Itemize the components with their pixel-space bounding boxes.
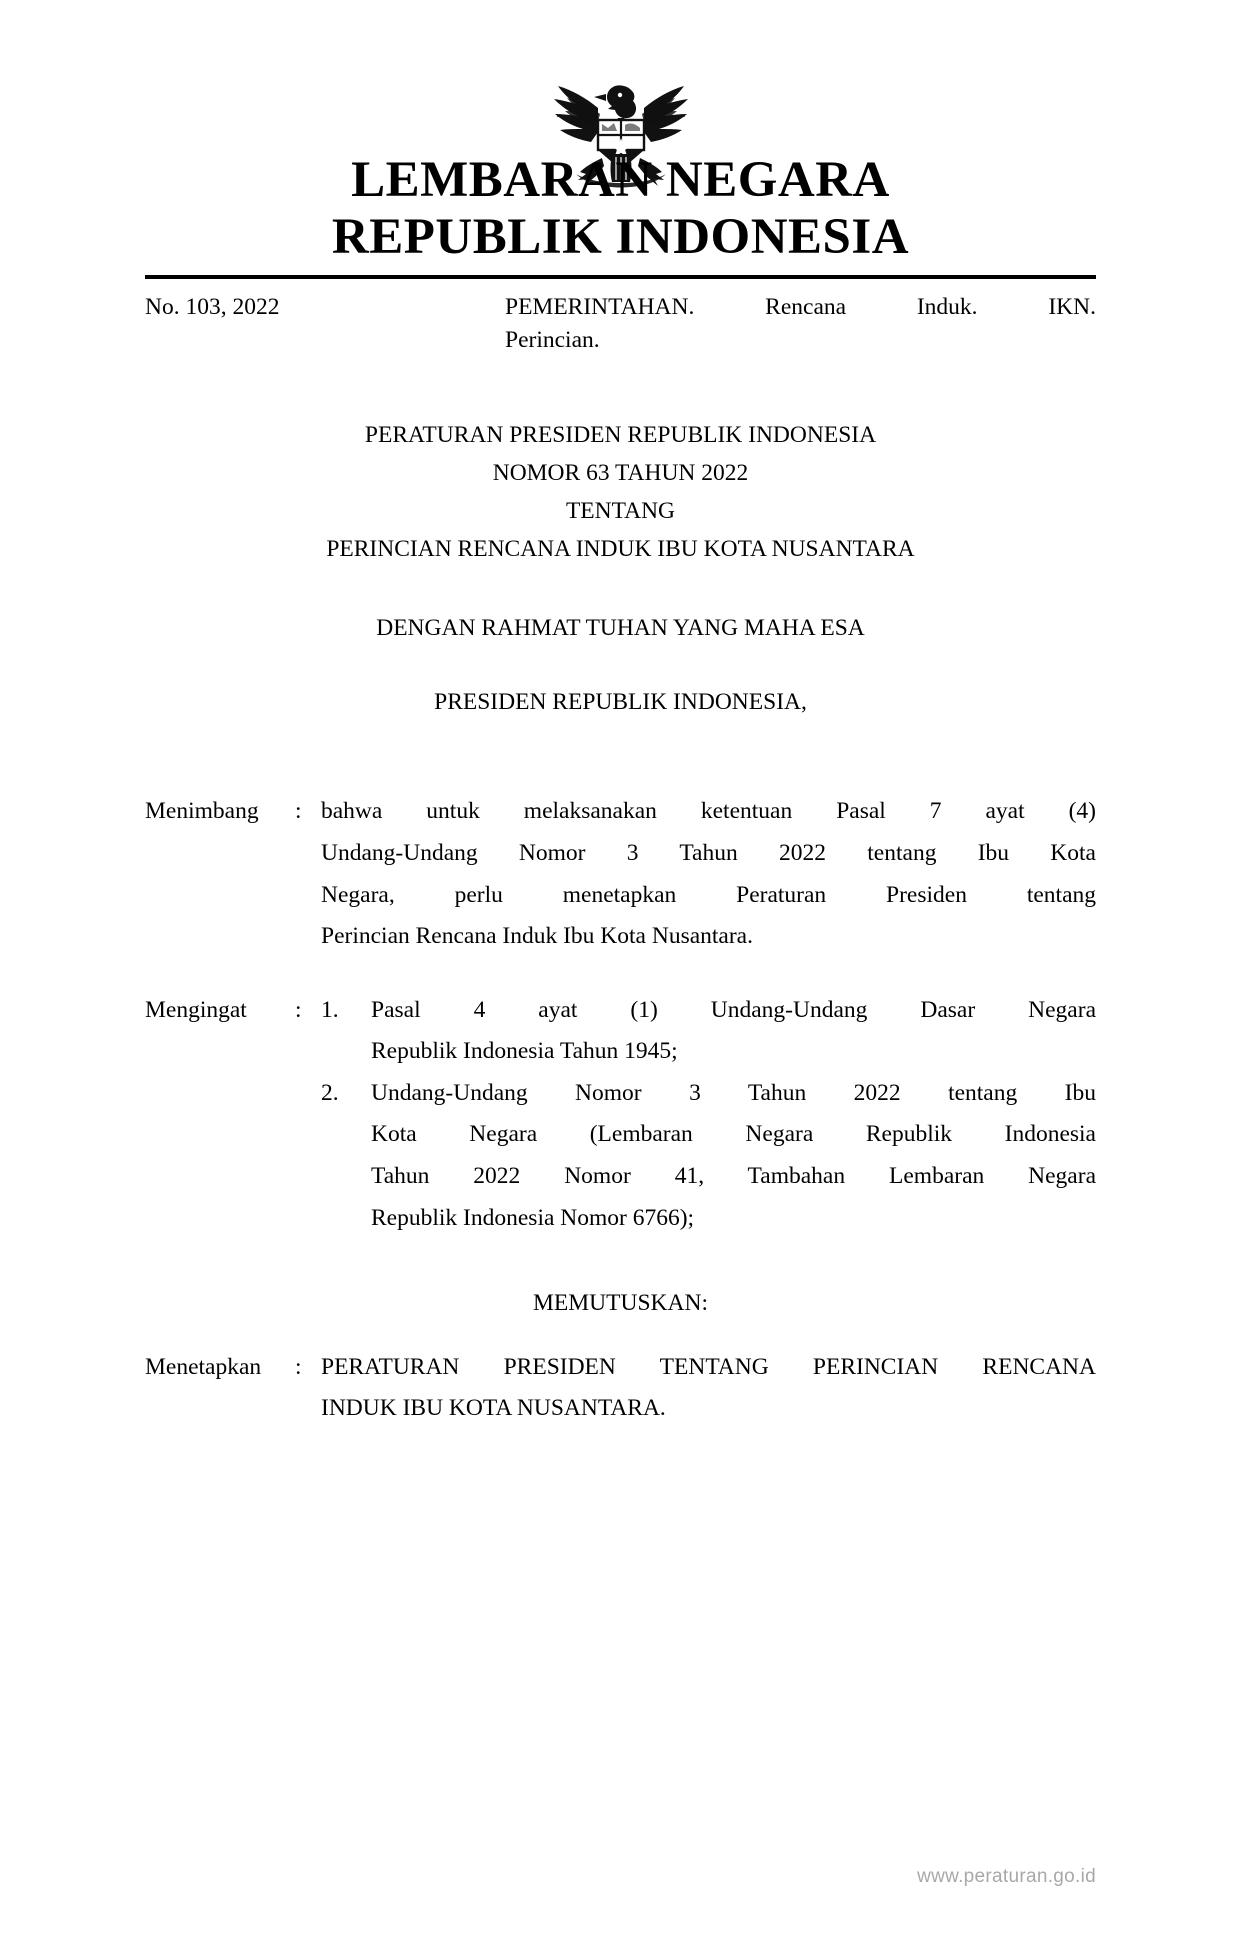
establishing-line-2: INDUK IBU KOTA NUSANTARA. bbox=[321, 1395, 666, 1422]
clause-considering-label: Menimbang bbox=[145, 798, 259, 825]
clause-recalling-body bbox=[321, 990, 1096, 1240]
list-item bbox=[321, 990, 1096, 1073]
footer-watermark: www.peraturan.go.id bbox=[917, 1866, 1096, 1887]
emblem-container bbox=[145, 0, 1096, 148]
recalling-item-1-marker: 1. bbox=[321, 996, 339, 1023]
clause-establishing-label: Menetapkan bbox=[145, 1353, 262, 1380]
gazette-subject-keywords-continued: Perincian. bbox=[505, 326, 600, 353]
gazette-subject bbox=[505, 291, 1096, 356]
recalling-item-1-line-1: Pasal 4 ayat (1) Undang-Undang Dasar Negara bbox=[371, 996, 1096, 1023]
blessing-line: DENGAN RAHMAT TUHAN YANG MAHA ESA bbox=[376, 615, 865, 642]
considering-line-3: Negara, perlu menetapkan Peraturan Presiden tentang bbox=[321, 881, 1096, 908]
recalling-item-2-line-4: Republik Indonesia Nomor 6766); bbox=[371, 1204, 695, 1231]
recalling-item-2-text bbox=[371, 1073, 1096, 1239]
gazette-number: No. 103, 2022 bbox=[145, 294, 280, 321]
recalling-item-1-text bbox=[371, 990, 1096, 1073]
clause-considering-body bbox=[321, 791, 1096, 957]
masthead-line-1: LEMBARAN NEGARA bbox=[351, 152, 890, 208]
establishing-line-1: PERATURAN PRESIDEN TENTANG PERINCIAN RENCANA bbox=[321, 1353, 1096, 1380]
recalling-item-2-line-2: Kota Negara (Lembaran Negara Republik Indonesia bbox=[371, 1121, 1096, 1148]
recalling-list bbox=[321, 990, 1096, 1240]
title-line-about: TENTANG bbox=[565, 498, 676, 525]
recalling-item-2-marker: 2. bbox=[321, 1079, 339, 1106]
title-line-topic: PERINCIAN RENCANA INDUK IBU KOTA NUSANTARA bbox=[326, 536, 915, 563]
title-line-authority: PERATURAN PRESIDEN REPUBLIK INDONESIA bbox=[364, 422, 877, 449]
regulation-title-block bbox=[145, 416, 1096, 568]
list-item bbox=[321, 1073, 1096, 1239]
president-line: PRESIDEN REPUBLIK INDONESIA, bbox=[434, 689, 807, 716]
clauses-section bbox=[145, 791, 1096, 1430]
recalling-item-2-line-3: Tahun 2022 Nomor 41, Tambahan Lembaran Negara bbox=[371, 1163, 1096, 1190]
masthead bbox=[145, 152, 1096, 266]
recalling-item-2-line-1: Undang-Undang Nomor 3 Tahun 2022 tentang Ibu bbox=[371, 1079, 1096, 1106]
decision-heading: MEMUTUSKAN: bbox=[533, 1290, 708, 1317]
considering-line-1: bahwa untuk melaksanakan ketentuan Pasal 7 ayat (4) bbox=[321, 798, 1096, 825]
clause-considering bbox=[145, 791, 1096, 957]
gazette-subject-keywords: PEMERINTAHAN. Rencana Induk. IKN. bbox=[505, 294, 1096, 321]
masthead-divider bbox=[145, 275, 1096, 279]
gazette-header-row bbox=[145, 291, 1096, 356]
recalling-item-1-line-2: Republik Indonesia Tahun 1945; bbox=[371, 1038, 678, 1065]
clause-recalling bbox=[145, 990, 1096, 1240]
masthead-line-2: REPUBLIK INDONESIA bbox=[331, 209, 910, 266]
clause-considering-colon: : bbox=[295, 798, 302, 825]
clause-recalling-label: Mengingat bbox=[145, 996, 247, 1023]
clause-establishing bbox=[145, 1347, 1096, 1430]
clause-establishing-body bbox=[321, 1347, 1096, 1430]
title-line-number: NOMOR 63 TAHUN 2022 bbox=[492, 460, 749, 487]
considering-line-2: Undang-Undang Nomor 3 Tahun 2022 tentang Ibu Kota bbox=[321, 839, 1096, 866]
considering-line-4: Perincian Rencana Induk Ibu Kota Nusantara. bbox=[321, 923, 753, 950]
clause-recalling-colon: : bbox=[295, 996, 302, 1023]
clause-establishing-colon: : bbox=[295, 1353, 302, 1380]
